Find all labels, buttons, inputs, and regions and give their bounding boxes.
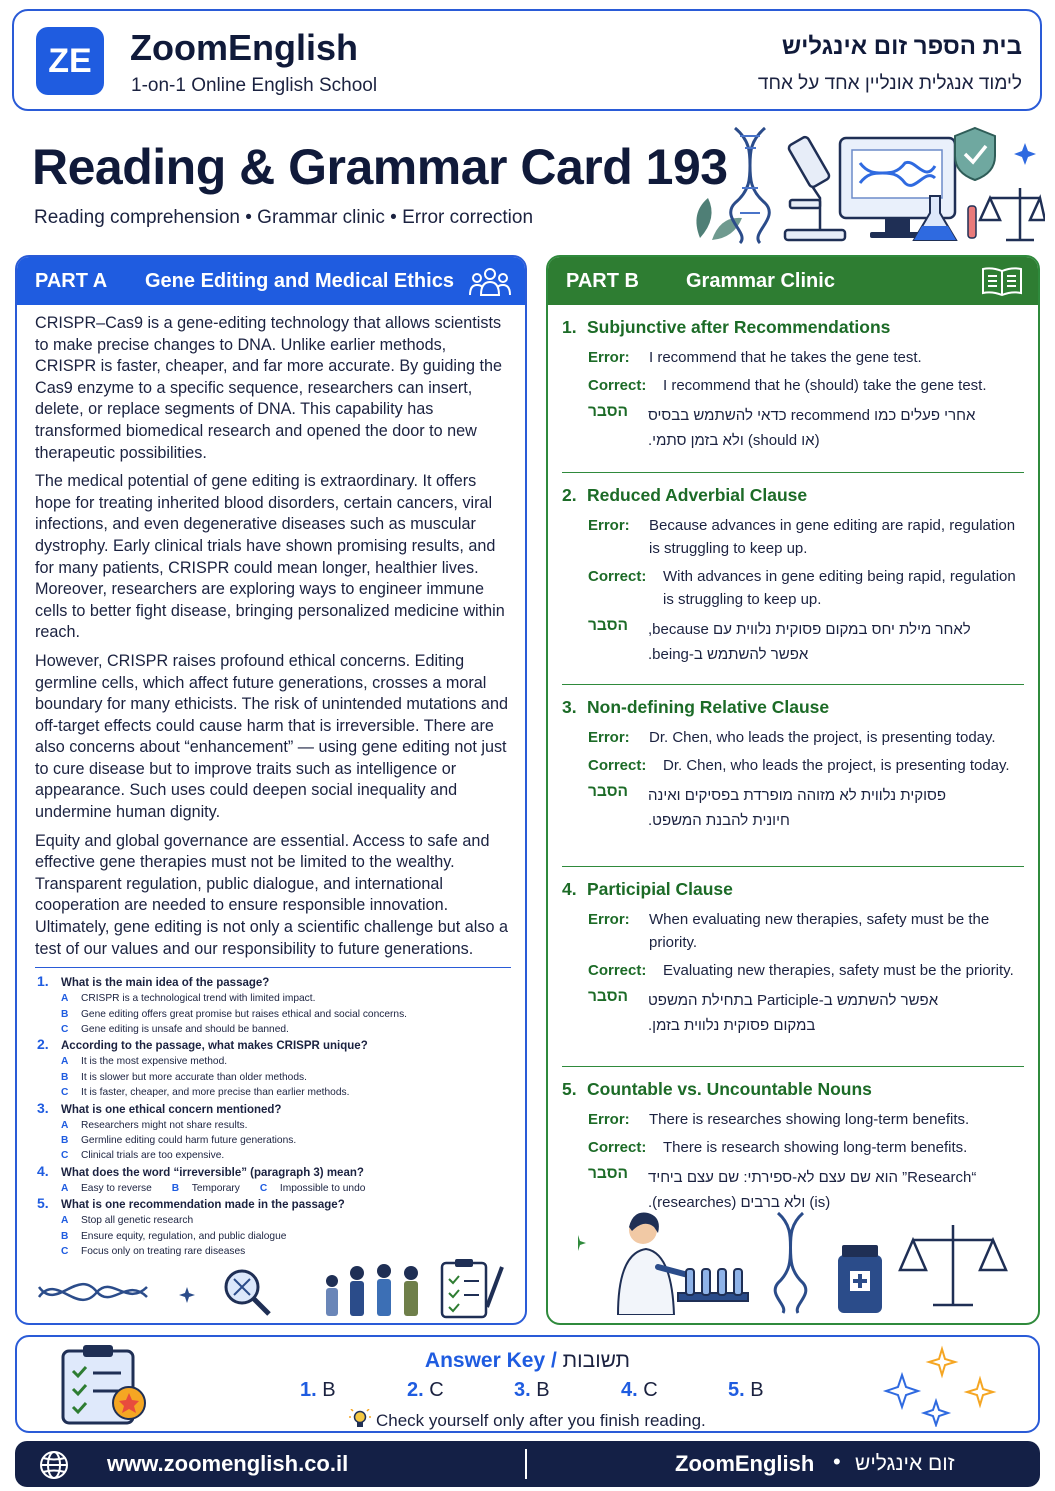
- answer-key: [15, 1335, 1040, 1433]
- sparkles-icon: [872, 1345, 1012, 1427]
- question-number: 2.: [37, 1036, 49, 1053]
- explanation-text: אחרי פעלים כמו recommend כדאי להשתמש בבסיס (או should) ולא בזמן סתמי.: [648, 407, 976, 449]
- item-title: Participial Clause: [587, 879, 733, 899]
- answer-value: C: [429, 1379, 444, 1401]
- book-icon: [980, 265, 1024, 297]
- page-subtitle: Reading comprehension • Grammar clinic • Error correction: [34, 207, 534, 228]
- people-icon: [469, 265, 511, 299]
- explanation-label: הסבר: [588, 988, 628, 1005]
- clipboard-icon: [442, 1259, 502, 1317]
- option-text: It is slower but more accurate than older methods.: [81, 1071, 307, 1083]
- answer-number: 1.: [300, 1379, 317, 1401]
- sparkle-icon: [1014, 143, 1036, 165]
- option-text: Gene editing is unsafe and should be banned.: [81, 1024, 289, 1036]
- answer-3: [514, 1379, 621, 1402]
- answer-1: [300, 1379, 407, 1402]
- dna-icon: [775, 1213, 806, 1313]
- option-b[interactable]: [172, 1181, 240, 1196]
- part-a-panel: [15, 255, 527, 1325]
- answer-key-label: Answer Key: [424, 1349, 546, 1372]
- logo[interactable]: [36, 27, 104, 95]
- answer-key-hebrew: תשובות: [562, 1349, 631, 1372]
- option-letter: A: [61, 1215, 69, 1227]
- comprehension-questions: [17, 968, 525, 1259]
- option-a[interactable]: [61, 1181, 152, 1196]
- passage-paragraph-2: The medical potential of gene editing is extraordinary. It offers hope for treating inherited blood disorders, certain cancers, viral infections, and even degenerative diseases such as muscular dystrophy. Early clinical trials have shown promising results, and for many patients, CRISPR could mean longer, healthier lives. Moreover, researchers are exploring ways to engineer immune cells to better fight disease, bringing personalized medicine within reach.: [35, 472, 505, 642]
- question-text: What is one ethical concern mentioned?: [61, 1103, 282, 1116]
- item-title: Reduced Adverbial Clause: [587, 485, 808, 505]
- grammar-item-1: [562, 305, 1024, 473]
- medicine-bottle-icon: [838, 1245, 882, 1313]
- title-separator: /: [550, 1349, 557, 1372]
- answer-5: [728, 1379, 835, 1402]
- question-5: [37, 1196, 511, 1259]
- footer-brand: ZoomEnglish: [675, 1451, 815, 1476]
- dna-icon: [731, 128, 770, 243]
- option-letter: C: [61, 1246, 69, 1258]
- option-text: Easy to reverse: [81, 1182, 152, 1194]
- correct-sentence: There is research showing long-term benefits.: [663, 1139, 968, 1156]
- error-label: Error:: [588, 729, 630, 746]
- option-c[interactable]: [37, 1022, 511, 1037]
- option-text: Impossible to undo: [279, 1182, 366, 1194]
- question-1: [37, 974, 511, 1037]
- passage-paragraph-4: Equity and global governance are essential. Access to safe and effective gene therapies must not be limited to the wealthy. Transparent regulation, public dialogue, and international cooperation are needed to ensure responsible innovation. Ultimately, gene editing is not only a scientific challenge but also a test of our values and our responsibility to future generations.: [35, 831, 509, 958]
- question-text: What does the word “irreversible” (paragraph 3) mean?: [61, 1166, 364, 1179]
- error-label: Error:: [588, 1111, 630, 1128]
- option-text: Focus only on treating rare diseases: [81, 1246, 246, 1258]
- explanation-text: “Research” הוא שם עצם לא-ספירתי: שם עצם ביחיד (is) ולא ברבים (researches).: [648, 1169, 977, 1211]
- note-text: Check yourself only after you finish reading.: [375, 1411, 706, 1430]
- answer-value: B: [536, 1379, 550, 1401]
- item-number: 3.: [562, 697, 577, 717]
- error-label: Error:: [588, 349, 630, 366]
- option-text: It is the most expensive method.: [81, 1056, 228, 1068]
- sparkle-icon: [179, 1287, 195, 1303]
- question-2: [37, 1037, 511, 1100]
- explanation-label: הסבר: [588, 403, 628, 420]
- scales-icon: [980, 188, 1045, 240]
- site-footer: [15, 1441, 1040, 1487]
- correct-sentence: I recommend that he (should) take the gene test.: [663, 377, 987, 394]
- dna-icon: [39, 1284, 147, 1300]
- scales-icon: [900, 1225, 1006, 1305]
- option-letter: A: [61, 1182, 69, 1194]
- question-4: [37, 1164, 511, 1196]
- option-text: Gene editing offers great promise but raises ethical and social concerns.: [81, 1008, 407, 1020]
- option-letter: C: [61, 1024, 69, 1036]
- part-a-label: PART A: [35, 269, 108, 292]
- hebrew-tagline: לימוד אנגלית אונליין אחד על אחד: [757, 73, 1022, 94]
- option-letter: C: [259, 1182, 268, 1194]
- question-text: What is one recommendation made in the passage?: [61, 1199, 345, 1212]
- part-a-title: Gene Editing and Medical Ethics: [145, 269, 454, 292]
- correct-sentence: Dr. Chen, who leads the project, is presenting today.: [663, 757, 1010, 774]
- test-tubes-icon: [678, 1269, 748, 1301]
- magnifier-icon: [226, 1271, 269, 1314]
- microscope-icon: [785, 136, 845, 240]
- option-b[interactable]: [37, 1007, 511, 1022]
- people-group-icon: [326, 1264, 418, 1316]
- correct-label: Correct:: [588, 377, 647, 394]
- site-header: [12, 9, 1042, 111]
- option-letter: C: [61, 1150, 69, 1162]
- option-text: Clinical trials are too expensive.: [81, 1150, 225, 1162]
- option-letter: A: [61, 1119, 69, 1131]
- error-sentence: When evaluating new therapies, safety must be the priority.: [649, 911, 990, 951]
- question-3: [37, 1101, 511, 1164]
- option-text: It is faster, cheaper, and more precise than earlier methods.: [81, 1087, 350, 1099]
- footer-hebrew-brand: זום אינגליש: [855, 1452, 955, 1475]
- error-sentence: Because advances in gene editing are rapid, regulation is struggling to keep up.: [649, 517, 1016, 557]
- explanation-text: לאחר מילת יחס במקום פסוקית נלווית עם because, אפשר להשתמש ב-being.: [648, 621, 971, 663]
- error-sentence: I recommend that he takes the gene test.: [649, 349, 922, 366]
- explanation-text: פסוקית נלווית לא מזוהה מופרדת בפסיקים ואינה חיונית להבנת המשפט.: [648, 787, 946, 829]
- option-letter: B: [171, 1182, 180, 1194]
- correct-label: Correct:: [588, 568, 647, 585]
- sparkle-icon: [578, 1235, 586, 1251]
- option-c[interactable]: [37, 1085, 511, 1100]
- option-letter: C: [61, 1087, 69, 1099]
- part-a-header: [17, 257, 525, 305]
- answer-4: [621, 1379, 728, 1402]
- option-text: Germline editing could harm future generations.: [81, 1135, 297, 1147]
- option-letter: B: [61, 1071, 69, 1083]
- footer-divider: [525, 1449, 527, 1479]
- grammar-item-4: [562, 867, 1024, 1067]
- answer-list: [300, 1379, 835, 1402]
- answer-value: B: [322, 1379, 336, 1401]
- correct-label: Correct:: [588, 1139, 647, 1156]
- option-text: Researchers might not share results.: [81, 1119, 248, 1131]
- option-a[interactable]: [37, 991, 511, 1006]
- globe-icon: [39, 1450, 69, 1480]
- correct-sentence: Evaluating new therapies, safety must be the priority.: [663, 962, 1014, 979]
- option-b[interactable]: [37, 1070, 511, 1085]
- explanation-label: הסבר: [588, 1165, 628, 1182]
- option-c[interactable]: [260, 1181, 366, 1196]
- explanation-text: אפשר להשתמש ב-Participle בתחילת המשפט במקום פסוקית נלווית בזמן.: [648, 992, 939, 1034]
- page-title: Reading & Grammar Card 193: [32, 139, 728, 195]
- part-b-title: Grammar Clinic: [686, 269, 835, 292]
- item-number: 4.: [562, 879, 577, 899]
- option-letter: B: [61, 1135, 69, 1147]
- option-text: Temporary: [191, 1182, 240, 1194]
- correct-label: Correct:: [588, 757, 647, 774]
- option-a[interactable]: [37, 1054, 511, 1069]
- explanation-label: הסבר: [588, 783, 628, 800]
- question-number: 1.: [37, 973, 49, 990]
- question-text: What is the main idea of the passage?: [61, 977, 270, 990]
- reading-passage: [17, 305, 525, 960]
- part-b-illustration: [578, 1205, 1018, 1315]
- question-number: 5.: [37, 1195, 49, 1212]
- footer-dot: •: [833, 1449, 841, 1474]
- lightbulb-icon: [349, 1409, 371, 1429]
- science-illustration: [690, 118, 1045, 250]
- answer-number: 3.: [514, 1379, 531, 1401]
- passage-paragraph-1: CRISPR–Cas9 is a gene-editing technology that allows scientists to make precise changes to DNA. Unlike earlier methods, CRISPR is faster, cheaper, and far more accurate. By guiding the Cas9 enzyme to a specific sequence, researchers can insert, delete, or replace segments of DNA. This capability has transformed biomedical research and opened the door to new therapeutic possibilities.: [35, 314, 502, 462]
- brand-name: ZoomEnglish: [130, 27, 358, 68]
- option-letter: B: [61, 1230, 69, 1242]
- grammar-item-5: [562, 1067, 1024, 1227]
- question-number: 3.: [37, 1099, 49, 1116]
- question-number: 4.: [37, 1162, 49, 1179]
- part-b-label: PART B: [566, 269, 639, 292]
- answer-2: [407, 1379, 514, 1402]
- grammar-items: [548, 305, 1038, 1227]
- shield-check-icon: [955, 128, 995, 180]
- option-b[interactable]: [37, 1229, 511, 1244]
- error-sentence: Dr. Chen, who leads the project, is presenting today.: [649, 729, 996, 746]
- part-a-illustration: [37, 1257, 527, 1319]
- answer-value: B: [750, 1379, 764, 1401]
- part-b-panel: [546, 255, 1040, 1325]
- option-c[interactable]: [37, 1148, 511, 1163]
- correct-sentence: With advances in gene editing being rapid, regulation is struggling to keep up.: [663, 568, 1016, 608]
- item-title: Subjunctive after Recommendations: [587, 317, 891, 337]
- item-number: 5.: [562, 1079, 577, 1099]
- option-text: Stop all genetic research: [81, 1215, 194, 1227]
- option-a[interactable]: [37, 1213, 511, 1228]
- option-letter: B: [61, 1008, 69, 1020]
- answer-value: C: [643, 1379, 658, 1401]
- item-number: 2.: [562, 485, 577, 505]
- hebrew-school-name: בית הספר זום אינגליש: [781, 33, 1022, 60]
- option-a[interactable]: [37, 1118, 511, 1133]
- error-label: Error:: [588, 911, 630, 928]
- answer-number: 5.: [728, 1379, 745, 1401]
- answer-number: 4.: [621, 1379, 638, 1401]
- question-text: According to the passage, what makes CRISPR unique?: [61, 1040, 368, 1053]
- grammar-item-2: [562, 473, 1024, 685]
- answer-number: 2.: [407, 1379, 424, 1401]
- website-link[interactable]: www.zoomenglish.co.il: [107, 1451, 349, 1476]
- option-row: [37, 1181, 511, 1196]
- option-letter: A: [61, 993, 69, 1005]
- brand-tagline: 1-on-1 Online English School: [131, 75, 378, 96]
- grammar-item-3: [562, 685, 1024, 867]
- item-number: 1.: [562, 317, 577, 337]
- option-b[interactable]: [37, 1133, 511, 1148]
- error-sentence: There is researches showing long-term benefits.: [649, 1111, 970, 1128]
- option-text: CRISPR is a technological trend with limited impact.: [81, 993, 316, 1005]
- error-label: Error:: [588, 517, 630, 534]
- logo-text: ZE: [48, 41, 92, 80]
- option-letter: A: [61, 1056, 69, 1068]
- explanation-label: הסבר: [588, 617, 628, 634]
- item-title: Non-defining Relative Clause: [587, 697, 830, 717]
- part-b-header: [548, 257, 1038, 305]
- passage-paragraph-3: However, CRISPR raises profound ethical concerns. Editing germline cells, which affect future generations, crosses a moral boundary for many ethicists. The risk of unintended mutations and off-target effects could cause harm that is irreversible. There are also concerns about “enhancement” — using gene editing not just to cure disease but to improve traits such as intelligence or appearance. Such uses could deepen social inequality and undermine human dignity.: [35, 651, 509, 822]
- item-title: Countable vs. Uncountable Nouns: [587, 1079, 872, 1099]
- correct-label: Correct:: [588, 962, 647, 979]
- option-text: Ensure equity, regulation, and public dialogue: [81, 1230, 287, 1242]
